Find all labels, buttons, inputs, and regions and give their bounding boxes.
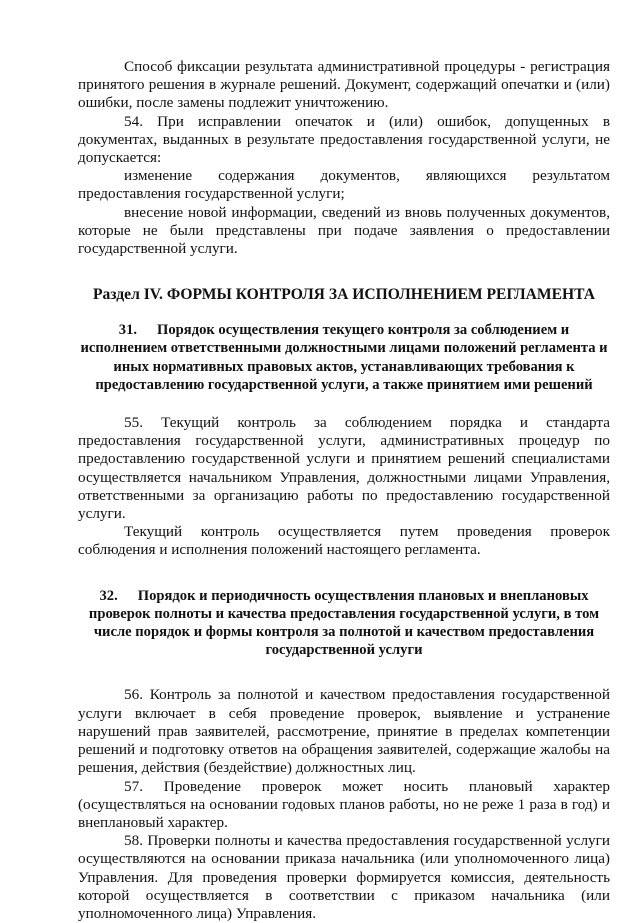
- subsection-32-heading: [78, 587, 610, 660]
- section-iv-title: Раздел IV. ФОРМЫ КОНТРОЛЯ ЗА ИСПОЛНЕНИЕМ РЕГЛАМЕНТА: [92, 286, 596, 304]
- subsection-31-number: 31.: [118, 322, 138, 339]
- subsection-32-number: 32.: [99, 587, 118, 604]
- paragraph-new-information: внесение новой информации, сведений из вновь полученных документов, которые не были представлены при подаче заявления о предоставлении государственной услуги.: [78, 203, 610, 258]
- paragraph-fixation-method: Способ фиксации результата административной процедуры - регистрация принятого решения в журнале решений. Документ, содержащий опечатки и (или) ошибки, после замены подлежит уничтожению.: [78, 58, 610, 112]
- paragraph-content-change: изменение содержания документов, являющихся результатом предоставления государственной услуги;: [78, 167, 610, 203]
- paragraph-54: 54. При исправлении опечаток и (или) ошибок, допущенных в документах, выданных в результате предоставления государственной услуги, не допускается:: [78, 112, 610, 167]
- paragraph-57: 57. Проведение проверок может носить плановый характер (осуществляться на основании годовых планов работы, но не реже 1 раза в год) и внеплановый характер.: [78, 777, 610, 831]
- subsection-31-heading: [78, 321, 610, 394]
- paragraph-55: 55. Текущий контроль за соблюдением порядка и стандарта предоставления государственной услуги, административных процедур по предоставлению государственной услуги и принятием решений специалистами осуществляется начальником Управления, должностными лицами Управления, ответственными за организацию работы по предоставлению государственной услуги.: [78, 414, 610, 523]
- paragraph-current-control: Текущий контроль осуществляется путем проведения проверок соблюдения и исполнения положений настоящего регламента.: [78, 523, 610, 559]
- paragraph-56: 56. Контроль за полнотой и качеством предоставления государственной услуги включает в себя проведение проверок, выявление и устранение нарушений прав заявителей, рассмотрение, принятие в пределах компетенции решений и подготовку ответов на обращения заявителей, содержащие жалобы на решения, действия (бездействие) должностных лиц.: [78, 686, 610, 777]
- paragraph-58: 58. Проверки полноты и качества предоставления государственной услуги осуществляются на основании приказа начальника (или уполномоченного лица) Управления. Для проведения проверки формируется комиссия, деятельность которой осуществляется в соответствии с приказом начальника (или уполномоченного лица) Управления.: [78, 832, 610, 922]
- subsection-31-title: Порядок осуществления текущего контроля за соблюдением и исполнением ответственными должностными лицами положений регламента и иных нормативных правовых актов, устанавливающих требования к предоставлению государственной услуги, а также принятием ими решений: [80, 322, 608, 393]
- subsection-32-title: Порядок и периодичность осуществления плановых и внеплановых проверок полноты и качества предоставления государственной услуги, в том числе порядок и формы контроля за полнотой и качеством предоставления государственной услуги: [88, 587, 600, 659]
